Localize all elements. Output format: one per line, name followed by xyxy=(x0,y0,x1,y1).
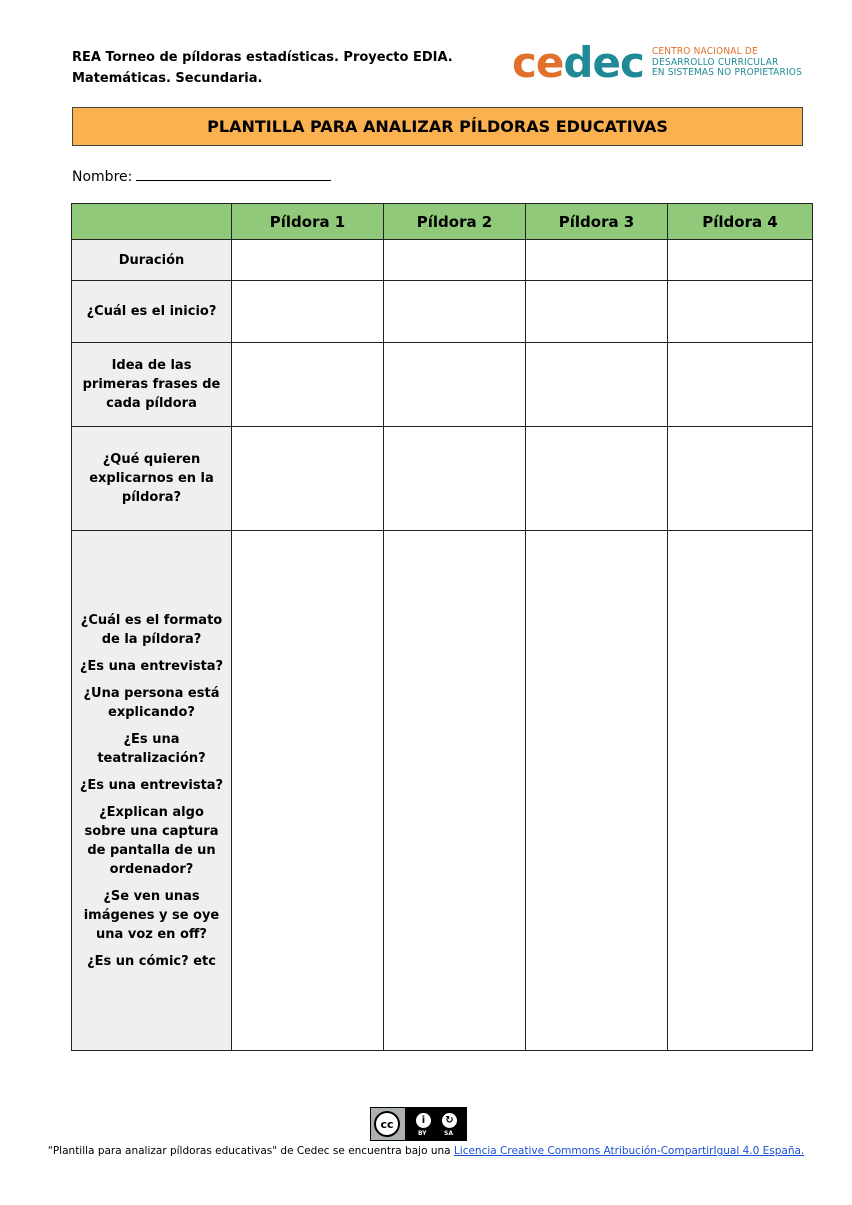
table-cell[interactable] xyxy=(384,531,526,1051)
nombre-blank-line xyxy=(136,166,331,181)
formato-question: ¿Cuál es el formato de la píldora? xyxy=(80,612,223,647)
table-cell[interactable] xyxy=(668,240,813,281)
logo-subtitle xyxy=(652,47,802,79)
cc-by-sa-badge xyxy=(370,1107,467,1141)
row-label-formato xyxy=(72,531,232,1051)
cc-icon: cc xyxy=(374,1111,400,1137)
header-empty-cell xyxy=(72,204,232,240)
column-header: Píldora 1 xyxy=(232,204,384,240)
formato-question: ¿Es una entrevista? xyxy=(79,658,224,674)
formato-question: ¿Es una teatralización? xyxy=(97,731,206,766)
table-cell[interactable] xyxy=(232,531,384,1051)
table-cell[interactable] xyxy=(668,281,813,343)
formato-question: ¿Es una entrevista? xyxy=(79,777,224,793)
logo-sub-line-3: EN SISTEMAS NO PROPIETARIOS xyxy=(651,67,802,79)
table-cell[interactable] xyxy=(232,281,384,343)
header-line-2: Matemáticas. Secundaria. xyxy=(72,71,263,86)
page-title: PLANTILLA PARA ANALIZAR PÍLDORAS EDUCATIVAS xyxy=(72,107,803,146)
cc-badge-band xyxy=(405,1108,467,1140)
license-link[interactable]: Licencia Creative Commons Atribución-CompartirIgual 4.0 España. xyxy=(453,1145,805,1157)
license-footer xyxy=(0,1145,852,1157)
table-row xyxy=(72,343,813,427)
attribution-icon: i xyxy=(414,1111,433,1130)
table-row xyxy=(72,427,813,531)
table-cell[interactable] xyxy=(526,531,668,1051)
table-cell[interactable] xyxy=(232,343,384,427)
header-line-1: REA Torneo de píldoras estadísticas. Proyecto EDIA. xyxy=(72,50,453,65)
table-cell[interactable] xyxy=(526,281,668,343)
table-cell[interactable] xyxy=(384,281,526,343)
table-cell[interactable] xyxy=(384,343,526,427)
logo-word-dec: dec xyxy=(563,38,644,87)
column-header: Píldora 3 xyxy=(526,204,668,240)
footer-text: “Plantilla para analizar píldoras educativas" de Cedec se encuentra bajo una xyxy=(47,1145,454,1157)
table-cell[interactable] xyxy=(526,427,668,531)
column-header: Píldora 4 xyxy=(668,204,813,240)
table-row xyxy=(72,240,813,281)
share-alike-icon: ↻ xyxy=(440,1111,459,1130)
table-cell[interactable] xyxy=(526,240,668,281)
logo-sub-line-1: CENTRO NACIONAL DE xyxy=(651,46,758,58)
logo-sub-line-2: DESARROLLO CURRICULAR xyxy=(651,56,779,68)
cedec-logo xyxy=(512,40,802,86)
table-cell[interactable] xyxy=(668,343,813,427)
column-header: Píldora 2 xyxy=(384,204,526,240)
formato-question: ¿Es un cómic? etc xyxy=(87,953,216,969)
table-row xyxy=(72,531,813,1051)
formato-question: ¿Se ven unas imágenes y se oye una voz en off? xyxy=(83,888,220,942)
formato-question: ¿Una persona está explicando? xyxy=(83,685,220,720)
logo-word-ce: ce xyxy=(512,38,564,87)
table-cell[interactable] xyxy=(668,427,813,531)
row-label-frases: Idea de las primeras frases de cada píldora xyxy=(72,343,232,427)
table-row xyxy=(72,281,813,343)
table-cell[interactable] xyxy=(232,240,384,281)
analysis-table xyxy=(71,203,813,1051)
badge-label-sa: SA xyxy=(444,1130,453,1137)
table-header-row xyxy=(72,204,813,240)
row-label-duracion: Duración xyxy=(72,240,232,281)
table-cell[interactable] xyxy=(384,240,526,281)
table-cell[interactable] xyxy=(526,343,668,427)
table-cell[interactable] xyxy=(668,531,813,1051)
table-cell[interactable] xyxy=(384,427,526,531)
table-cell[interactable] xyxy=(232,427,384,531)
row-label-inicio: ¿Cuál es el inicio? xyxy=(72,281,232,343)
logo-wordmark xyxy=(512,38,644,87)
formato-question: ¿Explican algo sobre una captura de pantalla de un ordenador? xyxy=(84,804,219,877)
badge-label-by: BY xyxy=(418,1130,427,1137)
nombre-field xyxy=(72,166,331,185)
row-label-explicar: ¿Qué quieren explicarnos en la píldora? xyxy=(72,427,232,531)
nombre-label: Nombre: xyxy=(72,169,133,185)
document-header xyxy=(72,47,453,89)
